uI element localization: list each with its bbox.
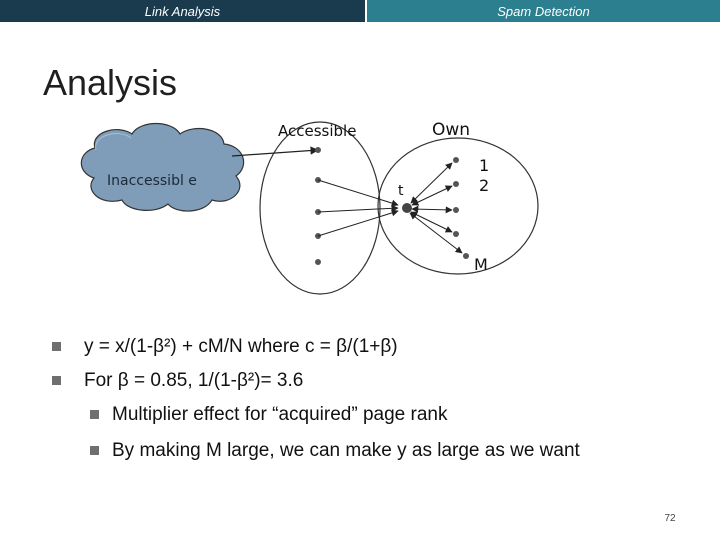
own-node [453,231,459,237]
bullet-item [52,370,303,392]
own-node-1-label: 1 [479,156,490,175]
cloud-label: Inaccessibl e [107,173,197,189]
bullet-item [90,440,580,462]
bullet-text: By making M large, we can make y as large as we want [112,440,580,461]
accessible-node [315,147,321,153]
bullet-item [52,336,398,358]
header-tab-link-analysis: Link Analysis [0,0,365,22]
bullet-text: y = x/(1-β²) + cM/N where c = β/(1+β) [84,336,398,357]
own-node-1 [453,157,459,163]
edge-t-own [412,209,452,210]
own-node-m-label: M [474,255,488,274]
bullet-item [90,404,447,426]
edge-accessible-to-t [318,208,398,212]
edge-t-own [411,163,452,203]
accessible-label: Accessible [278,122,357,140]
target-label: t [398,183,404,199]
edge-accessible-to-t [318,211,398,236]
accessible-node [315,259,321,265]
bullet-text: For β = 0.85, 1/(1-β²)= 3.6 [84,370,304,391]
own-node [453,207,459,213]
page-number: 72 [664,513,676,524]
own-node-2 [453,181,459,187]
bullet-text: Multiplier effect for “acquired” page rank [112,404,448,425]
header-tab-spam-detection: Spam Detection [367,0,720,22]
bullet-square-icon [90,410,99,419]
own-node-m [463,253,469,259]
own-label: Own [432,120,471,140]
own-node-2-label: 2 [479,176,490,195]
edge-accessible-to-t [318,180,398,205]
bullet-square-icon [52,342,61,351]
inaccessible-cloud [81,124,243,212]
bullet-square-icon [52,376,61,385]
slide-title: Analysis [43,62,178,103]
bullet-square-icon [90,446,99,455]
target-node-t [402,203,412,213]
